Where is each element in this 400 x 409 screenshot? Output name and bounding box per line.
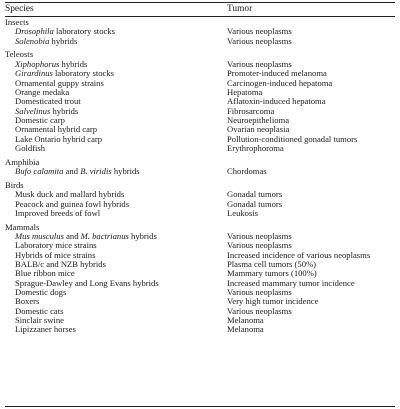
species-text: Goldfish [15,142,46,153]
species-cell [15,144,45,153]
category-row [0,153,400,167]
species-text: Domestic cats [15,305,64,316]
species-name-italic: Bufo calamita [15,166,64,177]
tumor-cell: Various neoplasms [227,231,292,242]
species-cell [15,167,140,176]
species-text: hybrids [49,35,78,46]
category-row [0,176,400,190]
table-row [0,325,400,334]
species-text: Laboratory mice strains [15,240,97,251]
species-text: hybrids [111,166,140,177]
species-text: BALB/c and NZB hybrids [15,259,106,270]
species-text: Lipizzaner horses [15,324,76,335]
tumor-cell: Melanoma [227,315,264,326]
species-text: Sinclair swine [15,315,64,326]
species-text: Orange medaka [15,86,70,97]
species-text: Domesticated trout [15,96,81,107]
species-text: laboratory stocks [53,26,115,37]
tumor-cell: Various neoplasms [227,58,292,69]
species-text: Hybrids of mice strains [15,249,96,260]
tumor-cell: Gonadal tumors [227,198,283,209]
tumor-cell: Ovarian neoplasia [227,124,290,135]
table-row [0,37,400,46]
species-text: hybrids [128,231,157,242]
species-cell [15,37,77,46]
tumor-cell: Erythrophoroma [227,142,284,153]
species-text: Boxers [15,296,40,307]
tumor-cell: Melanoma [227,324,264,335]
tumor-cell: Chordomas [227,166,267,177]
species-name-italic: Salvelinus [15,105,51,116]
species-text: Peacock and guinea fowl hybrids [15,198,130,209]
species-text: Lake Ontario hybrid carp [15,133,103,144]
species-text: Improved breeds of fowl [15,207,101,218]
species-text: and [63,231,81,242]
tumor-cell: Increased incidence of various neoplasms [227,249,371,260]
species-text: hybrids [59,58,88,69]
species-text: Musk duck and mallard hybrids [15,189,125,200]
species-cell [15,209,100,218]
tumor-cell: Mammary tumors (100%) [227,268,317,279]
tumor-cell: Various neoplasms [227,287,292,298]
category-row [0,46,400,60]
tumor-cell: Various neoplasms [227,35,292,46]
table-row [0,209,400,218]
species-text: Ornamental guppy strains [15,77,104,88]
tumor-cell: Various neoplasms [227,26,292,37]
species-text: Domestic carp [15,114,65,125]
tumor-cell: Gonadal tumors [227,189,283,200]
tumor-cell: Increased mammary tumor incidence [227,277,355,288]
table-body [0,18,400,335]
category-label: Amphibia [5,156,40,167]
species-name-italic: Girardinus [15,68,53,79]
species-name-italic: Drosophila [15,26,54,37]
tumor-cell: Leukosis [227,207,259,218]
species-text: Ornamental hybrid carp [15,124,98,135]
table-top-rule [5,2,395,3]
table-row [0,167,400,176]
category-label: Teleosts [5,49,34,60]
category-label: Birds [5,179,24,190]
tumor-column-header: Tumor [227,4,253,14]
tumor-cell: Very high tumor incidence [227,296,319,307]
species-name-italic: Solenobia [15,35,50,46]
tumor-cell: Pollution-conditioned gonadal tumors [227,133,358,144]
header-rule [5,16,395,17]
tumor-cell: Various neoplasms [227,240,292,251]
tumor-cell: Various neoplasms [227,305,292,316]
tumor-cell: Aflatoxin-induced hepatoma [227,96,326,107]
species-name-italic: B. viridis [80,166,112,177]
species-text: hybrids [50,105,79,116]
tumor-cell: Carcinogen-induced hepatoma [227,77,333,88]
species-cell [15,325,76,334]
species-text: laboratory stocks [52,68,114,79]
category-label: Mammals [5,221,40,232]
tumor-cell: Fibrosarcoma [227,105,275,116]
category-label: Insects [5,17,29,27]
tumor-cell: Hepatoma [227,86,263,97]
species-text: Sprague-Dawley and Long Evans hybrids [15,277,159,288]
species-text: Domestic dogs [15,287,67,298]
species-name-italic: M. bactrianus [80,231,129,242]
species-name-italic: Mus musculus [15,231,64,242]
species-column-header: Species [5,4,34,14]
species-name-italic: Xiphophorus [15,58,60,69]
table-row [0,144,400,153]
species-text: and [63,166,81,177]
tumor-cell: Neuroepithelioma [227,114,290,125]
tumor-cell: Promoter-induced melanoma [227,68,327,79]
species-text: Blue ribbon mice [15,268,75,279]
table-row [0,135,400,144]
category-row [0,218,400,232]
table-row [0,288,400,297]
tumor-cell: Plasma cell tumors (50%) [227,259,317,270]
table-bottom-rule [5,406,395,407]
